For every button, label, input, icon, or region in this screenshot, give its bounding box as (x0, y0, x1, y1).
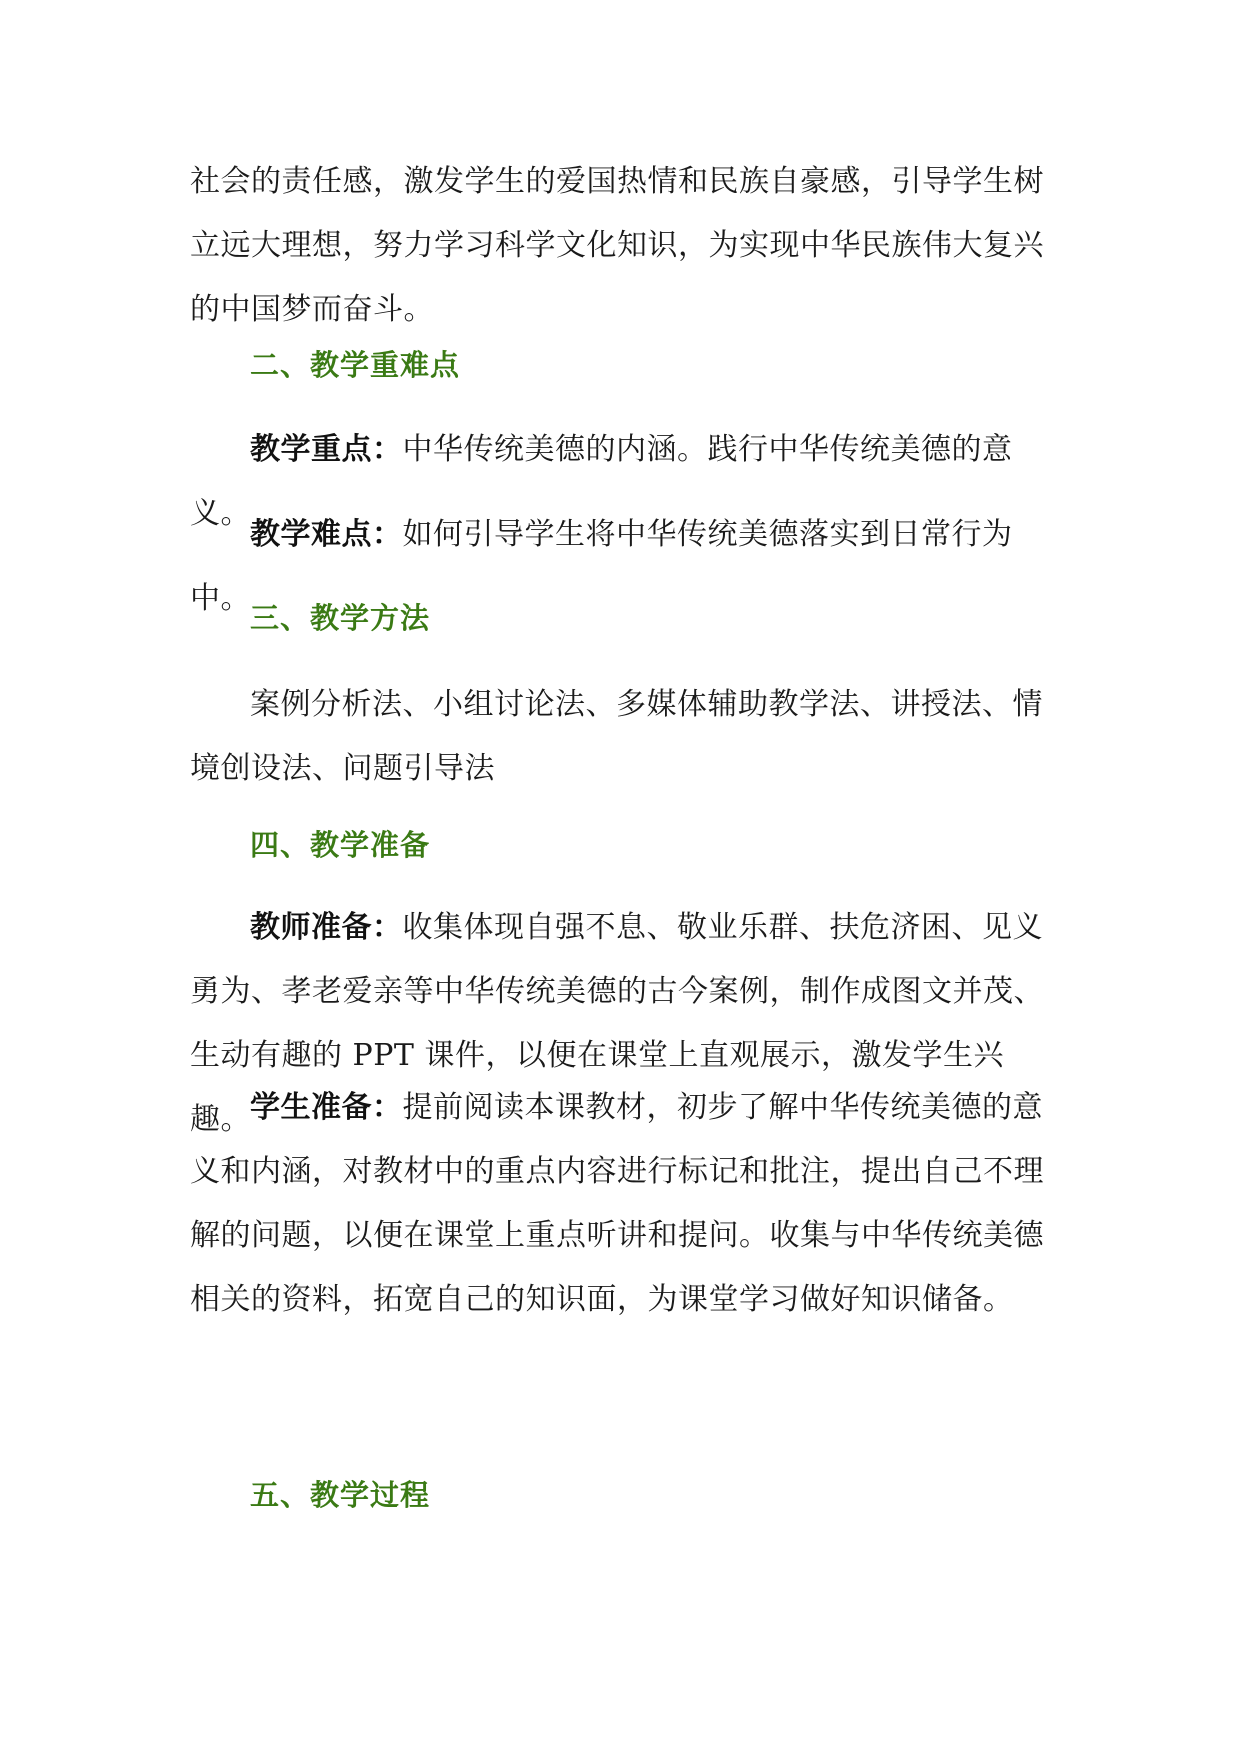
difficulty-text: 如何引导学生将中华传统美德落实到日常行为中。 (190, 517, 1013, 616)
student-preparation-paragraph (190, 1076, 1052, 1332)
section-heading-methods: 三、教学方法 (250, 601, 431, 635)
section-heading-key-points: 二、教学重难点 (250, 348, 461, 382)
teacher-preparation-text: 收集体现自强不息、敬业乐群、扶危济困、见义勇为、孝老爱亲等中华传统美德的古今案例，制作成图文并茂、生动有趣的 PPT 课件，以便在课堂上直观展示，激发学生兴趣。 (190, 910, 1044, 1137)
key-point-label: 教学重点： (250, 432, 403, 467)
difficulty-label: 教学难点： (250, 517, 403, 552)
key-point-text: 中华传统美德的内涵。践行中华传统美德的意义。 (190, 432, 1013, 531)
methods-paragraph: 案例分析法、小组讨论法、多媒体辅助教学法、讲授法、情境创设法、问题引导法 (190, 687, 1043, 786)
section-heading-preparation: 四、教学准备 (250, 828, 431, 862)
intro-paragraph: 社会的责任感，激发学生的爱国热情和民族自豪感，引导学生树立远大理想，努力学习科学文化知识，为实现中华民族伟大复兴的中国梦而奋斗。 (190, 164, 1044, 327)
student-preparation-text: 提前阅读本课教材，初步了解中华传统美德的意义和内涵，对教材中的重点内容进行标记和批注，提出自己不理解的问题，以便在课堂上重点听讲和提问。收集与中华传统美德相关的资料，拓宽自己的知识面，为课堂学习做好知识储备。 (190, 1090, 1044, 1317)
section-heading-process: 五、教学过程 (250, 1478, 431, 1512)
teacher-preparation-label: 教师准备： (250, 910, 403, 945)
student-preparation-label: 学生准备： (250, 1090, 403, 1125)
